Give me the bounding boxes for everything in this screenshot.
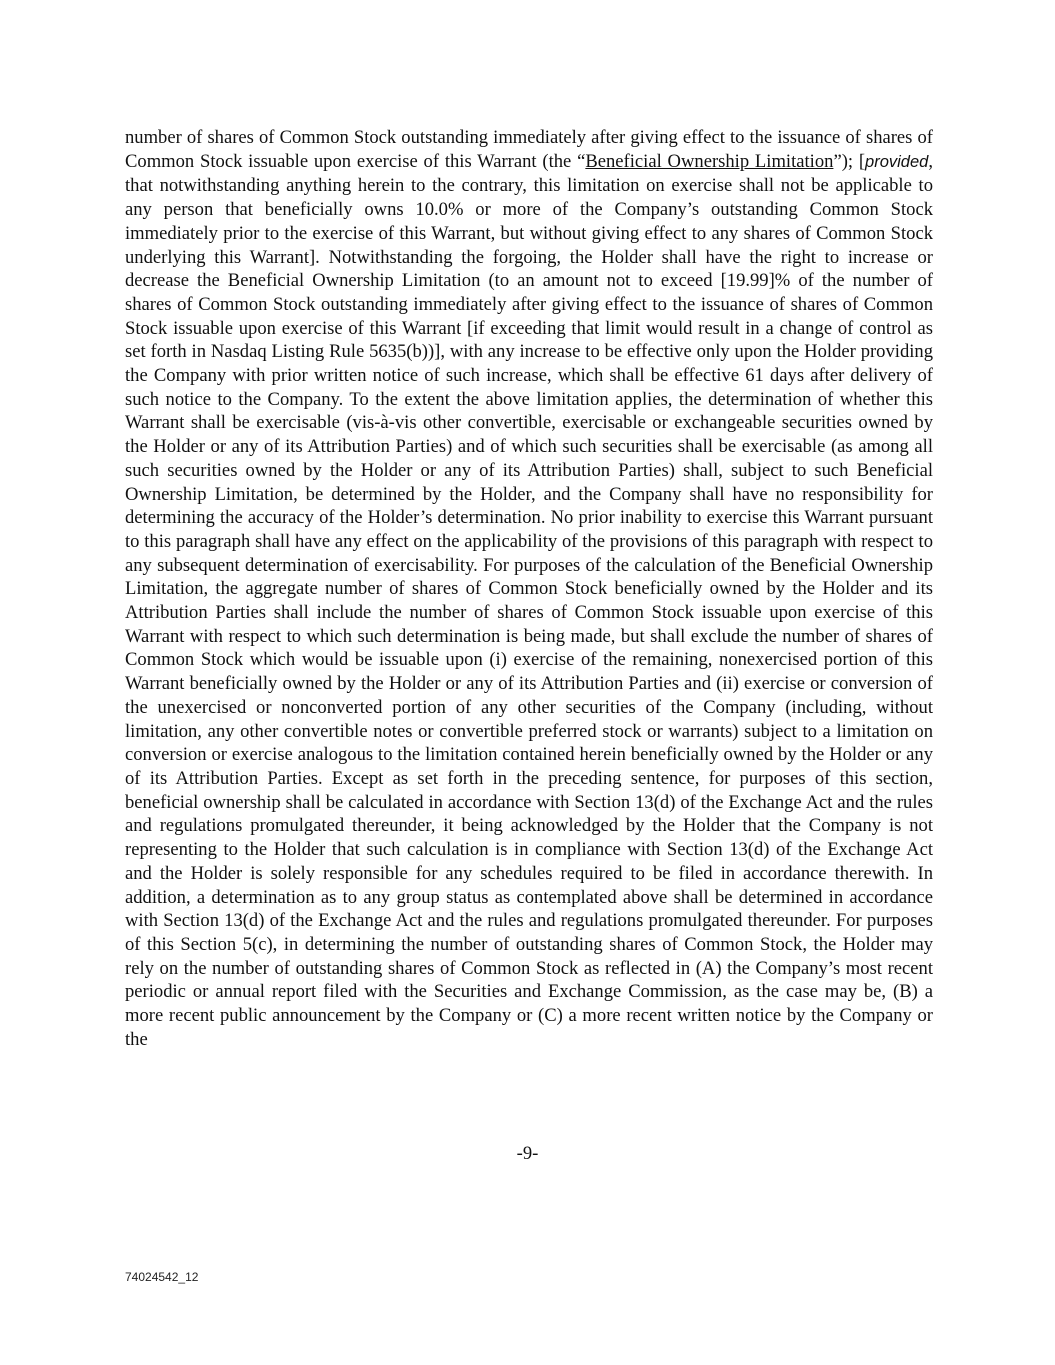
paragraph-text-part-2: ”); [: [833, 150, 866, 172]
paragraph-text-part-1: number of shares of Common Stock outstanding immediately after giving effect to the issuance of shares of Common Stock issuable upon exercise of this Warrant (the “: [125, 127, 933, 172]
paragraph-text-part-3: , that notwithstanding anything herein to the contrary, this limitation on exercise shall not be applicable to any person that beneficially owns 10.0% or more of the Company’s outstanding Common Stock immediately prior to the exercise of this Warrant, but without giving effect to any shares of Common Stock underlying this Warrant]. Notwithstanding the forgoing, the Holder shall have the right to increase or decrease the Beneficial Ownership Limitation (to an amount not to exceed [19.99]% of the number of shares of Common Stock outstanding immediately after giving effect to the issuance of shares of Common Stock issuable upon exercise of this Warrant [if exceeding that limit would result in a change of control as set forth in Nasdaq Listing Rule 5635(b))], with any increase to be effective only upon the Holder providing the Company with prior written notice of such increase, which shall be effective 61 days after delivery of such notice to the Company. To the extent the above limitation applies, the determination of whether this Warrant shall be exercisable (vis-à-vis other convertible, exercisable or exchangeable securities owned by the Holder or any of its Attribution Parties) and of which such securities shall be exercisable (as among all such securities owned by the Holder or any of its Attribution Parties) shall, subject to such Beneficial Ownership Limitation, be determined by the Holder, and the Company shall have no responsibility for determining the accuracy of the Holder’s determination. No prior inability to exercise this Warrant pursuant to this paragraph shall have any effect on the applicability of the provisions of this paragraph with respect to any subsequent determination of exercisability. For purposes of the calculation of the Beneficial Ownership Limitation, the aggregate number of shares of Common Stock beneficially owned by the Holder and its Attribution Parties shall include the number of shares of Common Stock issuable upon exercise of this Warrant with respect to which such determination is being made, but shall exclude the number of shares of Common Stock which would be issuable upon (i) exercise of the remaining, nonexercised portion of this Warrant beneficially owned by the Holder or any of its Attribution Parties and (ii) exercise or conversion of the unexercised or nonconverted portion of any other securities of the Company (including, without limitation, any other convertible notes or convertible preferred stock or warrants) subject to a limitation on conversion or exercise analogous to the limitation contained herein beneficially owned by the Holder or any of its Attribution Parties. Except as set forth in the preceding sentence, for purposes of this section, beneficial ownership shall be calculated in accordance with Section 13(d) of the Exchange Act and the rules and regulations promulgated thereunder, it being acknowledged by the Holder that the Company is not representing to the Holder that such calculation is in compliance with Section 13(d) of the Exchange Act and the Holder is solely responsible for any schedules required to be filed in accordance therewith. In addition, a determination as to any group status as contemplated above shall be determined in accordance with Section 13(d) of the Exchange Act and the rules and regulations promulgated thereunder. For purposes of this Section 5(c), in determining the number of outstanding shares of Common Stock, the Holder may rely on the number of outstanding shares of Common Stock as reflected in (A) the Company’s most recent periodic or annual report filed with the Securities and Exchange Commission, as the case may be, (B) a more recent public announcement by the Company or (C) a more recent written notice by the Company or the: [125, 150, 933, 1050]
document-id: 74024542_12: [125, 1270, 199, 1284]
body-paragraph: [125, 126, 933, 1051]
page-number: -9-: [516, 1143, 539, 1164]
defined-term-beneficial-ownership-limitation: Beneficial Ownership Limitation: [585, 150, 834, 172]
proviso-word: provided: [865, 152, 929, 171]
